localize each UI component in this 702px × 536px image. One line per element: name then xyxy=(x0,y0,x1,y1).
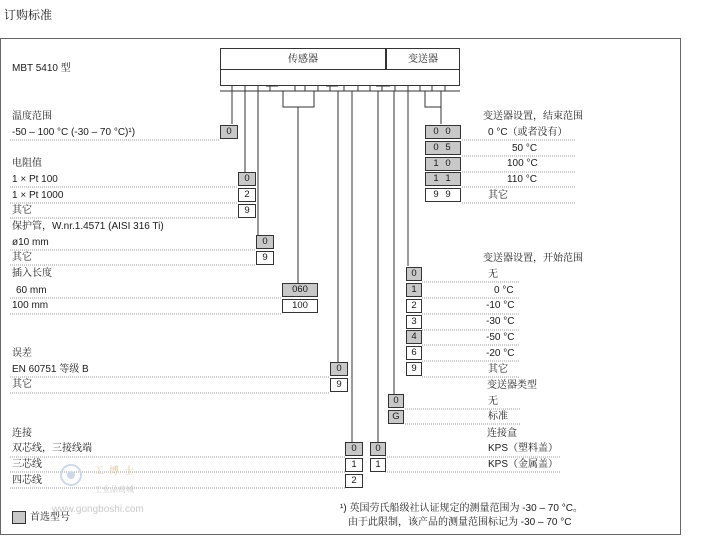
connection-row-0: 双芯线，三接线端 xyxy=(12,443,92,454)
watermark-sub: 工业品商城 xyxy=(94,485,134,494)
resistance-row-1: 1 × Pt 1000 xyxy=(12,190,64,201)
start-range-label-4: -50 °C xyxy=(486,332,515,343)
protection-code-0: 0 xyxy=(256,235,274,249)
start-range-code-2: 2 xyxy=(406,299,422,313)
protection-row-0: ø10 mm xyxy=(12,237,49,248)
temp-range-heading: 温度范围 xyxy=(12,111,52,122)
insertion-code-0: 060 xyxy=(282,283,318,297)
junction-code-0: 0 xyxy=(370,442,386,456)
insertion-row-1: 100 mm xyxy=(12,300,49,311)
page-title: 订购标准 xyxy=(4,8,53,22)
connection-code-1: 1 xyxy=(345,458,363,472)
connection-heading: 连接 xyxy=(12,428,32,439)
tx-type-label-1: 标准 xyxy=(488,411,508,422)
insertion-row-0: 60 mm xyxy=(16,285,47,296)
junction-code-1: 1 xyxy=(370,458,386,472)
code-row-box xyxy=(220,70,460,86)
end-range-heading: 变送器设置，结束范围 xyxy=(483,111,583,122)
watermark-url: www.gongboshi.com xyxy=(52,504,144,515)
end-range-label-2: 100 °C xyxy=(507,158,538,169)
transmitter-header: 变送器 xyxy=(386,48,460,70)
junction-label-0: KPS（塑料盖） xyxy=(488,443,559,454)
start-range-code-5: 6 xyxy=(406,346,422,360)
junction-heading: 连接盒 xyxy=(487,428,517,439)
temp-range-code: 0 xyxy=(220,125,238,139)
resistance-row-2: 其它 xyxy=(12,205,32,216)
start-range-label-2: -10 °C xyxy=(486,300,515,311)
end-range-label-4: 其它 xyxy=(488,190,508,201)
end-range-label-1: 50 °C xyxy=(512,143,538,154)
watermark-logo-icon xyxy=(56,460,86,490)
junction-label-1: KPS（金属盖） xyxy=(488,459,559,470)
start-range-label-6: 其它 xyxy=(488,364,508,375)
model-label: MBT 5410 型 xyxy=(12,63,71,74)
tx-type-label-0: 无 xyxy=(488,396,498,407)
resistance-row-0: 1 × Pt 100 xyxy=(12,174,58,185)
footnote-line-1: ¹) 英国劳氏船级社认证规定的测量范围为 -30 – 70 °C。 xyxy=(340,503,583,514)
end-range-code-4: 9 9 xyxy=(425,188,461,202)
tx-type-code-1: G xyxy=(388,410,404,424)
temp-range-row: -50 – 100 °C (-30 – 70 °C)¹) xyxy=(12,127,136,138)
start-range-label-1: 0 °C xyxy=(494,285,514,296)
protection-row-1: 其它 xyxy=(12,252,32,263)
end-range-label-0: 0 °C（或者没有） xyxy=(488,127,568,138)
start-range-code-6: 9 xyxy=(406,362,422,376)
start-range-code-3: 3 xyxy=(406,315,422,329)
connection-code-2: 2 xyxy=(345,474,363,488)
start-range-code-4: 4 xyxy=(406,330,422,344)
tolerance-code-0: 0 xyxy=(330,362,348,376)
watermark xyxy=(52,460,192,515)
start-range-label-5: -20 °C xyxy=(486,348,515,359)
legend-label: 首选型号 xyxy=(30,512,70,523)
end-range-code-1: 0 5 xyxy=(425,141,461,155)
watermark-brand: 工博士 xyxy=(94,466,139,477)
legend-swatch xyxy=(12,511,26,524)
resistance-code-1: 2 xyxy=(238,188,256,202)
resistance-code-0: 0 xyxy=(238,172,256,186)
tolerance-row-0: EN 60751 等级 B xyxy=(12,364,89,375)
start-range-label-0: 无 xyxy=(488,269,498,280)
resistance-code-2: 9 xyxy=(238,204,256,218)
connection-row-1: 三芯线 xyxy=(12,459,42,470)
start-range-code-1: 1 xyxy=(406,283,422,297)
end-range-code-3: 1 1 xyxy=(425,172,461,186)
protection-heading: 保护管，W.nr.1.4571 (AISI 316 Ti) xyxy=(12,221,164,232)
tolerance-code-1: 9 xyxy=(330,378,348,392)
tolerance-heading: 误差 xyxy=(12,348,32,359)
start-range-heading: 变送器设置，开始范围 xyxy=(483,253,583,264)
connection-row-2: 四芯线 xyxy=(12,475,42,486)
end-range-code-0: 0 0 xyxy=(425,125,461,139)
sensor-header: 传感器 xyxy=(220,48,386,70)
start-range-label-3: -30 °C xyxy=(486,316,515,327)
start-range-code-0: 0 xyxy=(406,267,422,281)
connection-code-0: 0 xyxy=(345,442,363,456)
insertion-code-1: 100 xyxy=(282,299,318,313)
resistance-heading: 电阻值 xyxy=(12,158,42,169)
tx-type-code-0: 0 xyxy=(388,394,404,408)
footnote-line-2: 由于此限制，该产品的测量范围标记为 -30 – 70 °C xyxy=(348,517,572,528)
insertion-heading: 插入长度 xyxy=(12,268,52,279)
tx-type-heading: 变送器类型 xyxy=(487,380,537,391)
tolerance-row-1: 其它 xyxy=(12,379,32,390)
protection-code-1: 9 xyxy=(256,251,274,265)
end-range-code-2: 1 0 xyxy=(425,157,461,171)
end-range-label-3: 110 °C xyxy=(507,174,537,185)
